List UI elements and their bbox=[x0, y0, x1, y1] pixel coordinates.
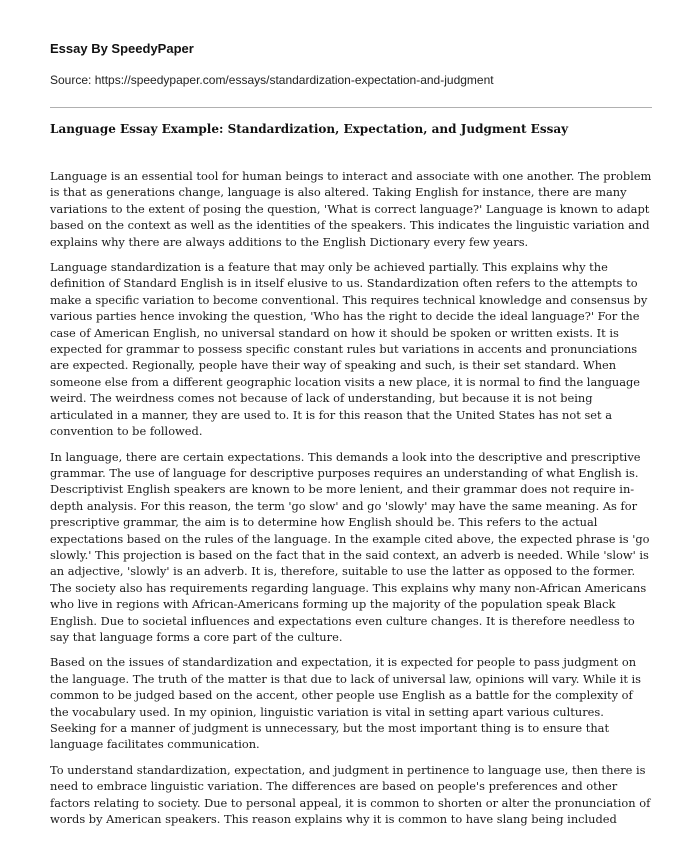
paragraph-1: Language is an essential tool for human beings to interact and associate with one another. The problem is that as generations change, language is also altered. Taking English for instance, there are many variations to the extent of posing the question, 'What is correct language?' Language is known to adapt based on the context as well as the identities of the speakers. This indicates the linguistic variation and explains why there are always additions to the English Dictionary every few years. bbox=[50, 169, 652, 249]
divider bbox=[50, 107, 652, 108]
essay-title: Language Essay Example: Standardization, Expectation, and Judgment Essay bbox=[50, 122, 569, 136]
source-line: Source: https://speedypaper.com/essays/standardization-expectation-and-judgment bbox=[50, 73, 494, 87]
paragraph-4: Based on the issues of standardization and expectation, it is expected for people to pass judgment on the language. The truth of the matter is that due to lack of universal law, opinions will vary. While it is common to be judged based on the accent, other people use English as a battle for the complexity of the vocabulary used. In my opinion, linguistic variation is vital in setting apart various cultures. Seeking for a manner of judgment is unnecessary, but the most important thing is to ensure that language facilitates communication. bbox=[50, 655, 642, 752]
brand-heading: Essay By SpeedyPaper bbox=[50, 41, 194, 56]
paragraph-2: Language standardization is a feature that may only be achieved partially. This explains why the definition of Standard English is in itself elusive to us. Standardization often refers to the attempts to make a specific variation to become conventional. This requires technical knowledge and consensus by various parties hence invoking the question, 'Who has the right to decide the ideal language?' For the case of American English, no universal standard on how it should be spoken or written exists. It is expected for grammar to possess specific constant rules but variations in accents and pronunciations are expected. Regionally, people have their way of speaking and such, is their set standard. When someone else from a different geographic location visits a new place, it is normal to find the language weird. The weirdness comes not because of lack of understanding, but because it is not being articulated in a manner, they are used to. It is for this reason that the United States has not set a convention to be followed. bbox=[50, 260, 648, 439]
paragraph-3: In language, there are certain expectations. This demands a look into the descriptive and prescriptive grammar. The use of language for descriptive purposes requires an understanding of what English is. Descriptivist English speakers are known to be more lenient, and their grammar does not require in-depth analysis. For this reason, the term 'go slow' and go 'slowly' may have the same meaning. As for prescriptive grammar, the aim is to determine how English should be. This refers to the actual expectations based on the rules of the language. In the example cited above, the expected phrase is 'go slowly.' This projection is based on the fact that in the said context, an adverb is needed. While 'slow' is an adjective, 'slowly' is an adverb. It is, therefore, suitable to use the latter as opposed to the former. The society also has requirements regarding language. This explains why many non-African Americans who live in regions with African-Americans forming up the majority of the population speak Black English. Due to societal influences and expectations even culture changes. It is therefore needless to say that language forms a core part of the culture. bbox=[50, 449, 650, 644]
paragraph-5: To understand standardization, expectation, and judgment in pertinence to language use, then there is need to embrace linguistic variation. The differences are based on people's preferences and other factors relating to society. Due to personal appeal, it is common to shorten or alter the pronunciation of words by American speakers. This reason explains why it is common to have slang being included bbox=[50, 762, 651, 827]
